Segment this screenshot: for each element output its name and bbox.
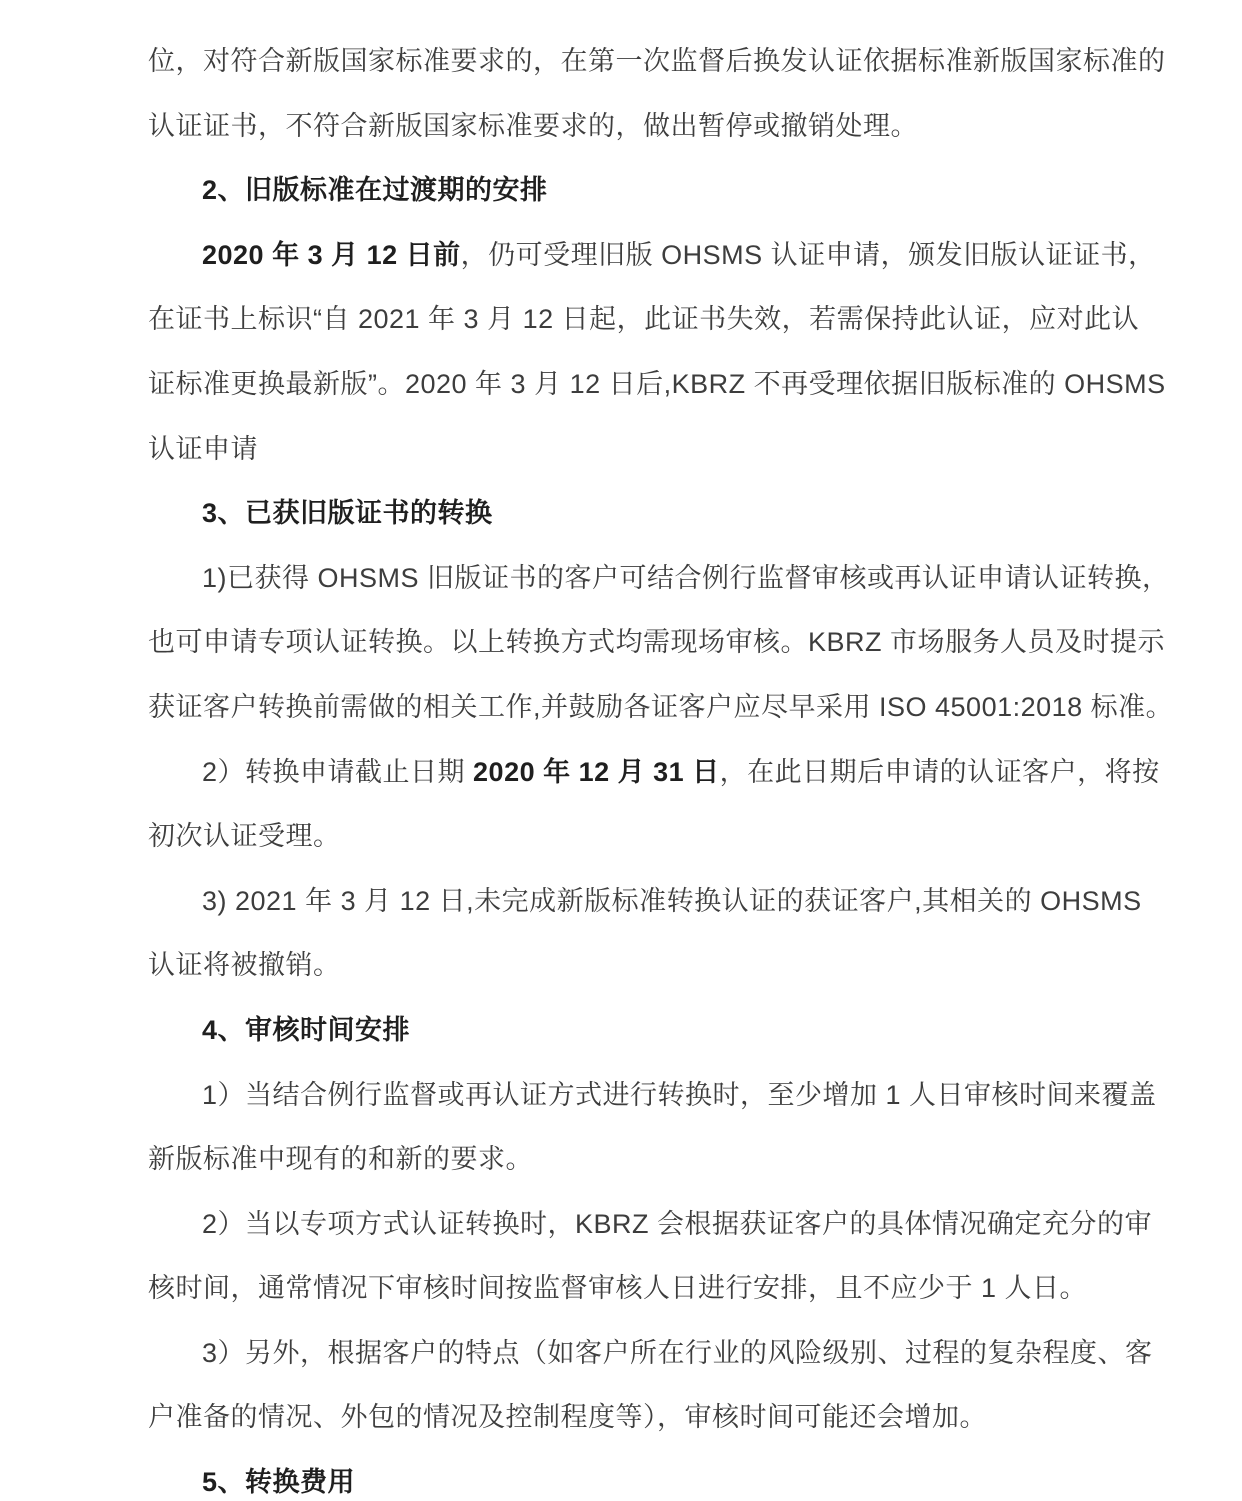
text-run: ，在此日期后申请的认证客户，将按 bbox=[719, 756, 1160, 787]
section-heading bbox=[148, 481, 1092, 546]
text-line bbox=[148, 933, 1092, 998]
bold-text-run: 3、已获旧版证书的转换 bbox=[202, 498, 493, 529]
text-line bbox=[148, 29, 1166, 94]
section-heading bbox=[148, 158, 1092, 223]
text-line bbox=[148, 1127, 1092, 1192]
text-line bbox=[148, 1192, 1153, 1257]
bold-text-run: 5、转换费用 bbox=[202, 1467, 356, 1498]
text-line bbox=[148, 610, 1166, 675]
text-line bbox=[148, 675, 1174, 740]
text-run: 认证将被撤销。 bbox=[148, 950, 341, 981]
text-line bbox=[148, 1256, 1092, 1321]
text-line bbox=[148, 1063, 1157, 1128]
bold-text-run: 2020 年 12 月 31 日 bbox=[473, 756, 720, 787]
text-line bbox=[148, 417, 1092, 482]
text-line bbox=[148, 869, 1142, 934]
text-run: 2）转换申请截止日期 bbox=[202, 756, 474, 787]
text-run: 认证证书，不符合新版国家标准要求的，做出暂停或撤销处理。 bbox=[148, 110, 918, 141]
text-line bbox=[148, 223, 1156, 288]
text-run: 户准备的情况、外包的情况及控制程度等），审核时间可能还会增加。 bbox=[148, 1402, 987, 1433]
text-run: 认证申请 bbox=[148, 433, 258, 464]
text-run: 在证书上标识“自 2021 年 3 月 12 日起，此证书失效，若需保持此认证，应对此认 bbox=[148, 304, 1140, 335]
document-body bbox=[148, 29, 1174, 1501]
text-run: 3) 2021 年 3 月 12 日,未完成新版标准转换认证的获证客户,其相关的 OHSMS bbox=[202, 885, 1142, 916]
text-line bbox=[148, 1385, 1092, 1450]
bold-text-run: 2020 年 3 月 12 日前 bbox=[202, 239, 461, 270]
text-run: 也可申请专项认证转换。以上转换方式均需现场审核。KBRZ 市场服务人员及时提示 bbox=[148, 627, 1166, 658]
text-line bbox=[148, 352, 1166, 417]
text-line bbox=[148, 94, 1092, 159]
text-run: 3）另外，根据客户的特点（如客户所在行业的风险级别、过程的复杂程度、客 bbox=[202, 1337, 1153, 1368]
text-run: 新版标准中现有的和新的要求。 bbox=[148, 1144, 533, 1175]
text-run: 位，对符合新版国家标准要求的，在第一次监督后换发认证依据标准新版国家标准的 bbox=[148, 46, 1166, 76]
text-line bbox=[148, 546, 1170, 611]
text-run: 核时间，通常情况下审核时间按监督审核人日进行安排，且不应少于 1 人日。 bbox=[148, 1273, 1088, 1304]
text-line bbox=[148, 804, 1092, 869]
text-run: 1)已获得 OHSMS 旧版证书的客户可结合例行监督审核或再认证申请认证转换， bbox=[202, 562, 1170, 593]
text-line bbox=[148, 287, 1140, 352]
bold-text-run: 4、审核时间安排 bbox=[202, 1014, 411, 1045]
text-line bbox=[148, 1321, 1153, 1386]
text-run: 2）当以专项方式认证转换时，KBRZ 会根据获证客户的具体情况确定充分的审 bbox=[202, 1208, 1153, 1239]
text-run: 1）当结合例行监督或再认证方式进行转换时，至少增加 1 人日审核时间来覆盖 bbox=[202, 1079, 1157, 1110]
text-run: 初次认证受理。 bbox=[148, 821, 341, 852]
section-heading bbox=[148, 1450, 1092, 1501]
text-run: ，仍可受理旧版 OHSMS 认证申请，颁发旧版认证证书， bbox=[460, 239, 1156, 270]
section-heading bbox=[148, 998, 1092, 1063]
text-run: 获证客户转换前需做的相关工作,并鼓励各证客户应尽早采用 ISO 45001:2018 标准。 bbox=[148, 691, 1174, 722]
text-line bbox=[148, 740, 1160, 805]
bold-text-run: 2、旧版标准在过渡期的安排 bbox=[202, 175, 548, 206]
text-run: 证标准更换最新版”。2020 年 3 月 12 日后,KBRZ 不再受理依据旧版标准的 OHSMS bbox=[148, 368, 1166, 399]
